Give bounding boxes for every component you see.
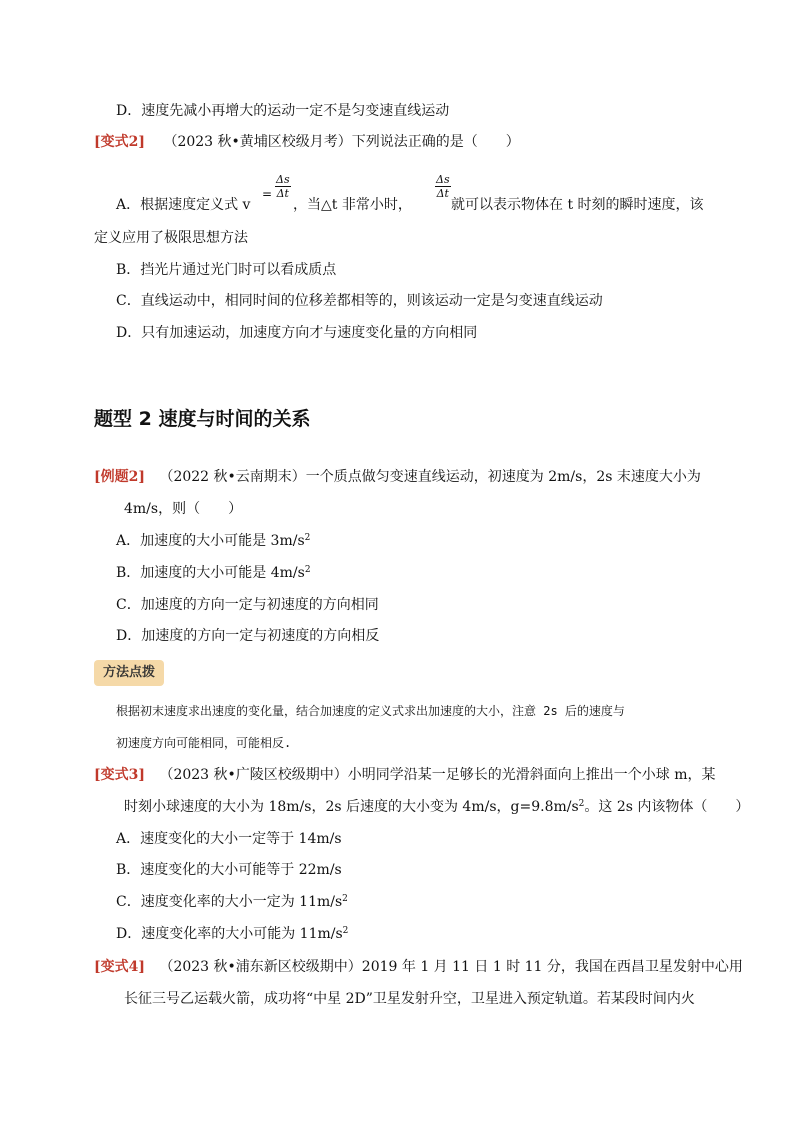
- example2-tag: [例题2]: [94, 469, 145, 485]
- variant3-stem: （2023 秋•广陵区校级期中）小明同学沿某一足够长的光滑斜面向上推出一个小球 m，某: [159, 767, 716, 783]
- variant3-stem-cont-b: 。这 2s 内该物体（ ）: [584, 799, 750, 815]
- fraction-2-denominator: Δt: [436, 187, 449, 200]
- variant3-option-b: B．速度变化的大小可能等于 22m/s: [116, 862, 342, 878]
- method-line-2: 初速度方向可能相同，可能相反.: [116, 736, 292, 750]
- variant2-stem: （2023 秋•黄埔区校级月考）下列说法正确的是（ ）: [163, 134, 520, 150]
- variant2-fraction-2: [435, 173, 451, 200]
- fraction-2-numerator: Δs: [436, 173, 450, 186]
- variant3-stem-continuation: [124, 797, 749, 817]
- variant2-fraction-1: [275, 173, 291, 200]
- variant3-option-c: [116, 892, 348, 912]
- variant3-stem-sup: 2: [578, 799, 585, 809]
- method-badge: 方法点拨: [94, 660, 164, 686]
- example2-option-a-sup: 2: [304, 533, 311, 543]
- variant2-option-a-suffix: 就可以表示物体在 t 时刻的瞬时速度，该: [451, 197, 704, 213]
- example2-option-b-text: B．加速度的大小可能是 4m/s: [116, 565, 305, 581]
- variant3-option-a: A．速度变化的大小一定等于 14m/s: [116, 831, 342, 847]
- variant3-option-c-sup: 2: [342, 894, 348, 904]
- variant2-option-b: B．挡光片通过光门时可以看成质点: [116, 262, 337, 278]
- variant3-option-d-sup: 2: [342, 926, 349, 936]
- method-line-1: 根据初末速度求出速度的变化量，结合加速度的定义式求出加速度的大小，注意 2s 后的速度与: [116, 704, 625, 718]
- example2-option-a-text: A．加速度的大小可能是 3m/s: [116, 533, 305, 549]
- variant2-equals: =: [262, 187, 273, 201]
- q1-option-d: D．速度先减小再增大的运动一定不是匀变速直线运动: [116, 103, 450, 119]
- variant4-stem: （2023 秋•浦东新区校级期中）2019 年 1 月 11 日 1 时 11 分，我国在西昌卫星发射中心用: [159, 959, 743, 975]
- variant3-stem-cont-a: 时刻小球速度的大小为 18m/s，2s 后速度的大小变为 4m/s，g=9.8m/s: [124, 799, 579, 815]
- variant2-option-c: C．直线运动中，相同时间的位移差都相等的，则该运动一定是匀变速直线运动: [116, 293, 603, 309]
- example2-option-d: D．加速度的方向一定与初速度的方向相反: [116, 628, 380, 644]
- example2-stem: （2022 秋•云南期末）一个质点做匀变速直线运动，初速度为 2m/s，2s 末速度大小为: [159, 469, 701, 485]
- variant3-tag: [变式3]: [94, 767, 145, 783]
- variant3-option-c-text: C．速度变化率的大小一定为 11m/s: [116, 894, 343, 910]
- example2-option-b-sup: 2: [304, 565, 311, 575]
- variant3-option-d: [116, 924, 348, 944]
- variant2-option-a-prefix: A．根据速度定义式 v: [116, 197, 251, 213]
- variant2-tag: [变式2]: [94, 134, 145, 150]
- variant2-option-d: D．只有加速运动，加速度方向才与速度变化量的方向相同: [116, 325, 478, 341]
- fraction-1-numerator: Δs: [276, 173, 290, 186]
- variant2-header: [94, 132, 520, 152]
- variant4-tag: [变式4]: [94, 959, 145, 975]
- fraction-1-denominator: Δt: [276, 187, 289, 200]
- example2-header: [94, 467, 701, 487]
- example2-option-a: [116, 531, 310, 551]
- variant2-option-a-mid: ，当△t 非常小时，: [293, 197, 412, 213]
- example2-stem-continuation: 4m/s，则（ ）: [124, 501, 243, 517]
- section-title: 题型 2 速度与时间的关系: [94, 408, 311, 430]
- example2-option-c: C．加速度的方向一定与初速度的方向相同: [116, 597, 379, 613]
- variant4-stem-continuation: 长征三号乙运载火箭，成功将“中星 2D”卫星发射升空，卫星进入预定轨道。若某段时间内火: [124, 991, 695, 1007]
- variant2-option-a-continuation: 定义应用了极限思想方法: [94, 230, 248, 246]
- example2-option-b: [116, 563, 311, 583]
- variant3-option-d-text: D．速度变化率的大小可能为 11m/s: [116, 926, 343, 942]
- variant3-header: [94, 765, 716, 785]
- variant4-header: [94, 957, 743, 977]
